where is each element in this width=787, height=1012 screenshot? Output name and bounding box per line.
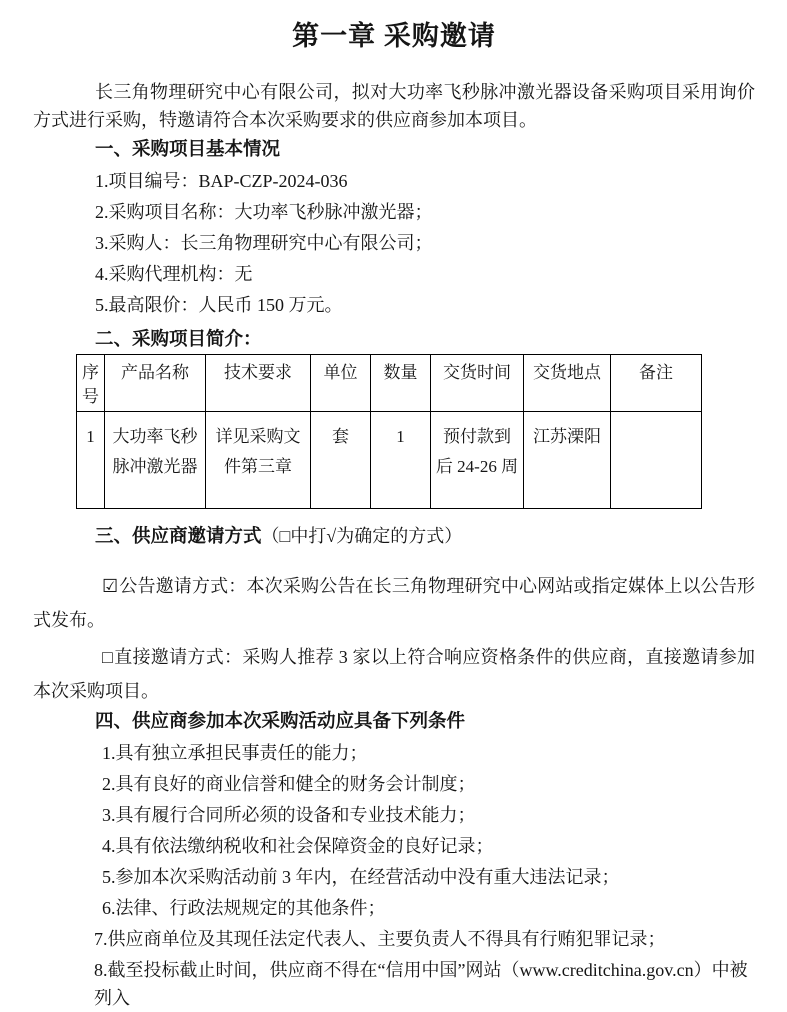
table-cell-qty: 1 [371,412,431,509]
invitation-option-direct [33,640,755,708]
section-4-item-3: 3.具有履行合同所必须的设备和专业技术能力； [102,805,476,825]
section-1-item-price-limit: 5.最高限价：人民币 150 万元。 [95,295,343,315]
section-4-item-4: 4.具有依法缴纳税收和社会保障资金的良好记录； [102,836,494,856]
section-4-item-7: 7.供应商单位及其现任法定代表人、主要负责人不得具有行贿犯罪记录； [94,929,666,949]
section-2-heading: 二、采购项目简介： [95,330,262,350]
table-header-tech: 技术要求 [206,355,311,412]
invitation-option-announcement [33,569,755,637]
section-1-item-project-number: 1.项目编号：BAP-CZP-2024-036 [95,171,348,191]
table-cell-product: 大功率飞秒脉冲激光器 [105,412,206,509]
table-header-remark: 备注 [611,355,702,412]
invitation-option-direct-text: 直接邀请方式：采购人推荐 3 家以上符合响应资格条件的供应商，直接邀请参加本次采购项目。 [33,647,755,701]
table-cell-remark [611,412,702,509]
table-cell-delivery-time: 预付款到后 24-26 周 [431,412,524,509]
table-cell-tech: 详见采购文件第三章 [206,412,311,509]
section-1-item-project-name: 2.采购项目名称：大功率飞秒脉冲激光器； [95,202,433,222]
intro-paragraph: 长三角物理研究中心有限公司，拟对大功率飞秒脉冲激光器设备采购项目采用询价方式进行采购，特邀请符合本次采购要求的供应商参加本项目。 [33,82,755,130]
section-4-item-1: 1.具有独立承担民事责任的能力； [102,743,368,763]
table-header-qty: 数量 [371,355,431,412]
section-4-item-5: 5.参加本次采购活动前 3 年内，在经营活动中没有重大违法记录； [102,867,620,887]
section-3-heading [95,522,755,551]
checkbox-checked-icon: ☑ [102,576,119,596]
table-cell-delivery-place: 江苏溧阳 [524,412,611,509]
section-1-heading: 一、采购项目基本情况 [95,140,281,160]
section-4-heading: 四、供应商参加本次采购活动应具备下列条件 [95,712,466,732]
table-row [77,412,702,509]
table-header-unit: 单位 [311,355,371,412]
table-header-delivery-place: 交货地点 [524,355,611,412]
checkbox-unchecked-icon: □ [102,647,114,667]
table-header-row [77,355,702,412]
section-1-item-agency: 4.采购代理机构：无 [95,264,253,284]
table-header-seq: 序号 [77,355,105,412]
table-cell-seq: 1 [77,412,105,509]
document-page [0,20,787,1012]
section-4-item-8: 8.截至投标截止时间，供应商不得在“信用中国”网站（www.creditchina.gov.cn）中被列入 [94,960,748,1008]
page-title: 第一章 采购邀请 [292,21,496,51]
table-header-delivery-time: 交货时间 [431,355,524,412]
invitation-option-announcement-text: 公告邀请方式：本次采购公告在长三角物理研究中心网站或指定媒体上以公告形式发布。 [33,576,755,630]
table-cell-unit: 套 [311,412,371,509]
section-1-item-purchaser: 3.采购人：长三角物理研究中心有限公司； [95,233,433,253]
table-header-product: 产品名称 [105,355,206,412]
section-3-heading-text: 三、供应商邀请方式 [95,527,262,547]
section-4-item-2: 2.具有良好的商业信誉和健全的财务会计制度； [102,774,476,794]
products-table [76,354,702,509]
section-3-heading-note: （□中打√为确定的方式） [261,526,463,546]
section-4-item-6: 6.法律、行政法规规定的其他条件； [102,898,386,918]
